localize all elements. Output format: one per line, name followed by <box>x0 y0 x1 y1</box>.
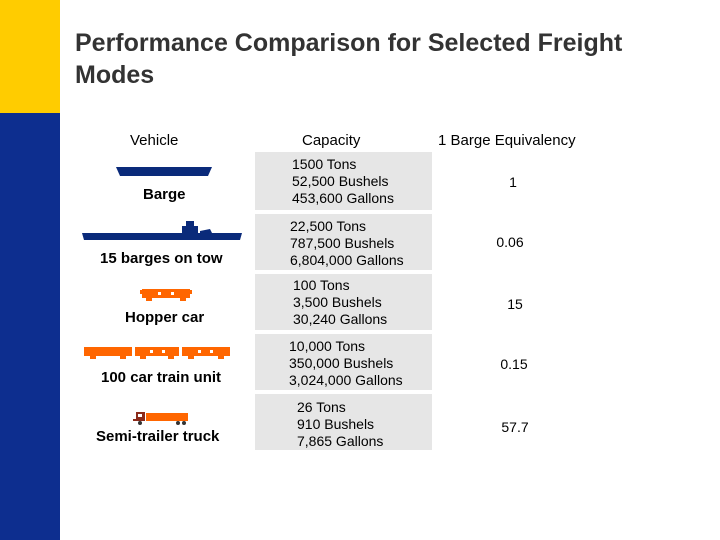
capacity-tons: 100 Tons <box>293 277 350 293</box>
barge-icon <box>114 164 214 180</box>
capacity-gallons: 453,600 Gallons <box>292 190 394 206</box>
vehicle-label-tow: 15 barges on tow <box>100 250 223 267</box>
header-vehicle: Vehicle <box>130 132 179 149</box>
truck-icon <box>132 410 190 426</box>
capacity-train <box>289 338 403 389</box>
header-equivalency: 1 Barge Equivalency <box>438 132 576 149</box>
capacity-gallons: 7,865 Gallons <box>297 433 384 449</box>
equivalency-train: 0.15 <box>500 356 528 372</box>
capacity-gallons: 30,240 Gallons <box>293 311 388 327</box>
slide-title: Performance Comparison for Selected Freight Modes <box>75 29 623 89</box>
capacity-tons: 10,000 Tons <box>289 338 366 354</box>
equivalency-truck: 57.7 <box>501 419 529 435</box>
capacity-hopper <box>293 277 387 328</box>
header-capacity: Capacity <box>302 132 361 149</box>
vehicle-label-truck: Semi-trailer truck <box>96 428 220 445</box>
capacity-tow <box>290 218 404 269</box>
vehicle-label-hopper: Hopper car <box>125 309 205 326</box>
vehicle-label-barge: Barge <box>143 186 186 203</box>
capacity-bushels: 3,500 Bushels <box>293 294 382 310</box>
equivalency-barge: 1 <box>509 174 517 190</box>
hopper-car-icon <box>140 286 192 302</box>
vehicle-label-train: 100 car train unit <box>101 369 222 386</box>
accent-bar-navy <box>0 113 60 540</box>
accent-bar-yellow <box>0 0 60 113</box>
equivalency-tow: 0.06 <box>496 234 524 250</box>
capacity-truck <box>297 399 383 450</box>
capacity-bushels: 350,000 Bushels <box>289 355 394 371</box>
capacity-gallons: 3,024,000 Gallons <box>289 372 403 388</box>
capacity-bushels: 52,500 Bushels <box>292 173 389 189</box>
equivalency-hopper: 15 <box>507 296 523 312</box>
capacity-gallons: 6,804,000 Gallons <box>290 252 404 268</box>
capacity-barge <box>292 156 394 207</box>
train-unit-icon <box>82 344 234 362</box>
capacity-bushels: 910 Bushels <box>297 416 375 432</box>
capacity-bushels: 787,500 Bushels <box>290 235 395 251</box>
capacity-tons: 22,500 Tons <box>290 218 367 234</box>
tow-icon <box>80 220 242 244</box>
capacity-tons: 26 Tons <box>297 399 346 415</box>
capacity-tons: 1500 Tons <box>292 156 357 172</box>
